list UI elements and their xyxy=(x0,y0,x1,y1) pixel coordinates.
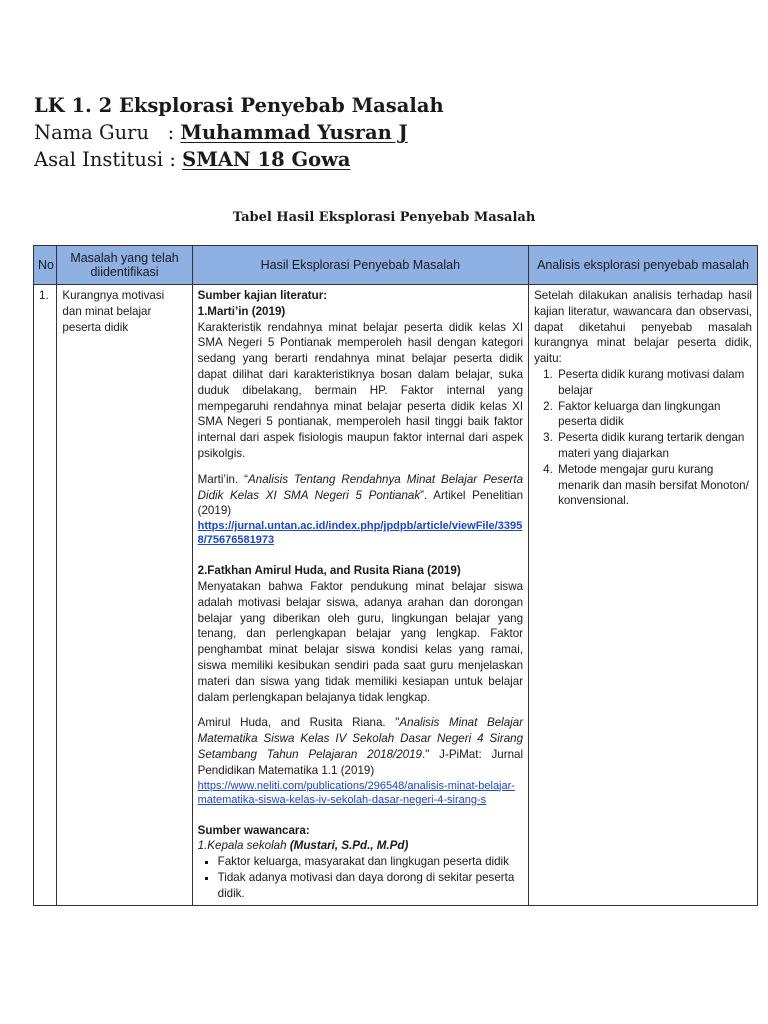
teacher-name-value: Muhammad Yusran J xyxy=(180,121,408,144)
list-item: ▪ Tidak adanya motivasi dan daya dorong di sekitar peserta didik. xyxy=(218,870,523,902)
source1-citation-prefix: Marti’in. “ xyxy=(197,472,249,486)
source2-citation xyxy=(198,715,523,778)
literature-heading: Sumber kajian literatur: xyxy=(197,289,328,302)
list-item: 2. Faktor keluarga dan lingkungan peserta didik xyxy=(556,399,752,431)
source1-citation xyxy=(198,472,523,519)
teacher-name-line xyxy=(34,119,734,146)
source2-citation-title: Analisis Minat Belajar Matematika Siswa Kelas IV Sekolah Dasar Negeri 4 Sirang Setambang Tahun Pelajaran 2018/2019 xyxy=(197,716,524,761)
interview-person xyxy=(198,838,523,854)
cell-no: 1. xyxy=(34,285,57,906)
table-header-row xyxy=(34,246,758,285)
exploration-table xyxy=(33,245,758,906)
header-masalah: Masalah yang telah diidentifikasi xyxy=(57,246,192,285)
header-analisis: Analisis eksplorasi penyebab masalah xyxy=(529,246,758,285)
list-item: ▪ Faktor keluarga, masyarakat dan lingkugan peserta didik xyxy=(218,854,523,870)
list-item: 1. Peserta didik kurang motivasi dalam belajar xyxy=(556,367,752,399)
interview-points xyxy=(198,854,523,901)
cell-hasil xyxy=(192,285,528,906)
source1-link[interactable]: https://jurnal.untan.ac.id/index.php/jpdpb/article/viewFile/33958/75676581973 xyxy=(197,520,523,547)
source1-citation-title: Analisis Tentang Rendahnya Minat Belajar Peserta Didik Kelas XI SMA Negeri 5 Pontianak xyxy=(197,472,524,502)
header-no: No xyxy=(34,246,57,285)
source2-heading: 2.Fatkhan Amirul Huda, and Rusita Riana (2019) xyxy=(197,564,461,578)
table-row xyxy=(34,285,758,906)
interview-person-role: 1.Kepala sekolah xyxy=(197,839,290,853)
list-item: 3. Peserta didik kurang tertarik dengan materi yang diajarkan xyxy=(556,430,752,462)
institution-line xyxy=(34,146,734,173)
source1-heading: 1.Marti’in (2019) xyxy=(197,304,286,318)
list-item: 4. Metode mengajar guru kurang menarik dan masih bersifat Monoton/ konvensional. xyxy=(556,462,752,509)
source2-summary: Menyatakan bahwa Faktor pendukung minat belajar siswa adalah motivasi belajar siswa, adanya arahan dan dorongan belajar yang diberikan oleh guru, lingkungan belajar yang tenang, dan perlengkapan belajar yang lengkap. Faktor penghambat minat belajar siswa kondisi kelas yang ramai, siswa memiliki kesibukan sendiri pada saat guru menjelaskan materi dan siswa yang tidak memiliki kesiapan untuk belajar dalam perlengkapan belajanya tidak lengkap. xyxy=(197,579,524,704)
worksheet-title: LK 1. 2 Eksplorasi Penyebab Masalah xyxy=(34,94,444,117)
source2-link[interactable]: https://www.neliti.com/publications/296548/analisis-minat-belajar-matematika-siswa-kelas-iv-sekolah-dasar-negeri-4-sirang-s xyxy=(197,779,515,806)
cell-masalah: Kurangnya motivasi dan minat belajar peserta didik xyxy=(57,285,192,906)
interview-heading: Sumber wawancara: xyxy=(197,823,310,837)
source2-citation-prefix: Amirul Huda, and Rusita Riana. " xyxy=(197,716,400,730)
source1-summary: Karakteristik rendahnya minat belajar peserta didik kelas XI SMA Negeri 5 Pontianak memperoleh hasil dengan kategori sedang yang berarti rendahnya minat belajar peserta didik dapat dilihat dari karakteristiknya bosan dalam belajar, suka duduk dibelakang, bermain HP. Faktor internal yang mempegaruhi rendahnya minat belajar peserta didik kelas XI SMA Negeri 5 pontianak, memperoleh hasil tinggi baik faktor internal dari aspek fisiologis maupun faktor internal dari aspek psikolgis. xyxy=(197,320,524,460)
source2-citation-suffix: ." J-PiMat: Jurnal Pendidikan Matematika 1.1 (2019) xyxy=(197,747,524,777)
document-header xyxy=(34,92,734,173)
interview-person-name: (Mustari, S.Pd., M.Pd) xyxy=(289,839,409,853)
teacher-name-label: Nama Guru : xyxy=(34,121,181,144)
institution-value: SMAN 18 Gowa xyxy=(182,148,351,171)
header-hasil: Hasil Eksplorasi Penyebab Masalah xyxy=(192,246,528,285)
institution-label: Asal Institusi : xyxy=(34,148,183,171)
analysis-intro: Setelah dilakukan analisis terhadap hasil kajian literatur, wawancara dan observasi, dapat diketahui penyebab masalah kurangnya minat belajar peserta didik, yaitu: xyxy=(534,289,752,366)
source1-citation-suffix: ”. Artikel Penelitian (2019) xyxy=(197,488,524,518)
cell-analisis xyxy=(529,285,758,906)
analysis-list xyxy=(534,367,752,509)
table-caption: Tabel Hasil Eksplorasi Penyebab Masalah xyxy=(232,210,536,225)
